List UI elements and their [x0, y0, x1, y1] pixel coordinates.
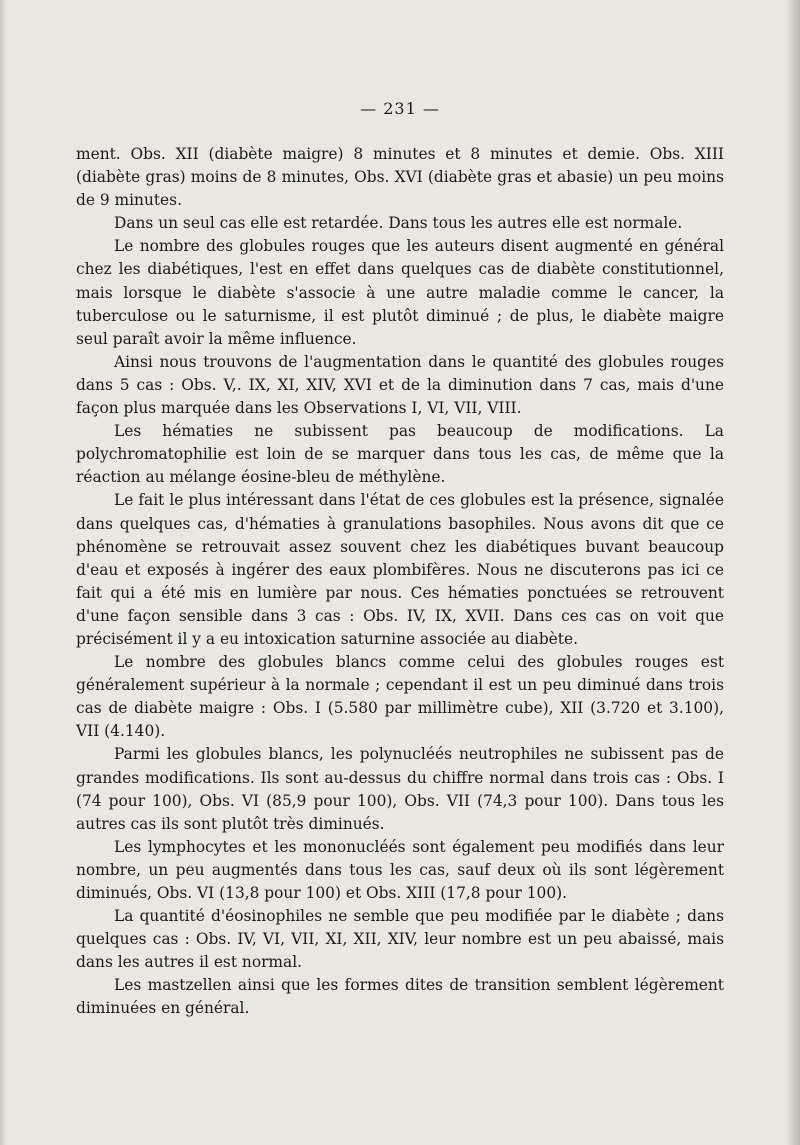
scan-edge-right [786, 0, 800, 1145]
paragraph-9: Les lymphocytes et les mononucléés sont également peu modifiés dans leur nombre, un peu augmentés dans tous les cas, sauf deux où ils sont légèrement diminués, Obs. VI (13,8 pour 100) et Obs. XIII (17,8 pour 100). [76, 837, 724, 902]
scan-edge-left [0, 0, 6, 1145]
paragraph-4: Ainsi nous trouvons de l'augmentation dans le quantité des globules rouges dans 5 cas : Obs. V,. IX, XI, XIV, XVI et de la diminution dans 7 cas, mais d'une façon plus marquée dans les Observations I, VI, VII, VIII. [76, 352, 724, 418]
paragraph-10: La quantité d'éosinophiles ne semble que peu modifiée par le diabète ; dans quelques cas : Obs. IV, VI, VII, XI, XII, XIV, leur nombre est un peu abaissé, mais dans les autres il est normal. [76, 907, 724, 972]
paragraph-11: Les mastzellen ainsi que les formes dites de transition semblent légèrement diminuées en général. [76, 976, 724, 1018]
paragraph-1: ment. Obs. XII (diabète maigre) 8 minutes et 8 minutes et demie. Obs. XIII (diabète gras) moins de 8 minutes, Obs. XVI (diabète gras et abasie) un peu moins de 9 minutes. [76, 145, 724, 210]
page-number: — 231 — [360, 99, 440, 118]
paragraph-6: Le fait le plus intéressant dans l'état de ces globules est la présence, signalée dans quelques cas, d'hématies à granulations basophiles. Nous avons dit que ce phénomène se retrouvait assez souvent chez les diabétiques buvant beaucoup d'eau et exposés à ingérer des eaux plombifères. Nous ne discuterons pas ici ce fait qui a été mis en lumière par nous. Ces hématies ponctuées se retrouvent d'une façon sensible dans 3 cas : Obs. IV, IX, XVII. Dans ces cas on voit que précisément il y a eu intoxication saturnine associée au diabète. [76, 491, 724, 648]
paragraph-2: Dans un seul cas elle est retardée. Dans tous les autres elle est normale. [114, 214, 683, 233]
paragraph-5: Les hématies ne subissent pas beaucoup de modifications. La polychromatophilie est loin de se marquer dans tous les cas, de même que la réaction au mélange éosine-bleu de méthylène. [76, 422, 724, 487]
text-body [76, 143, 724, 1021]
paragraph-7: Le nombre des globules blancs comme celui des globules rouges est généralement supérieur à la normale ; cependant il est un peu diminué dans trois cas de diabète maigre : Obs. I (5.580 par millimètre cube), XII (3.720 et 3.100), VII (4.140). [76, 653, 724, 741]
paragraph-8: Parmi les globules blancs, les polynucléés neutrophiles ne subissent pas de grandes modifications. Ils sont au-dessus du chiffre normal dans trois cas : Obs. I (74 pour 100), Obs. VI (85,9 pour 100), Obs. VII (74,3 pour 100). Dans tous les autres cas ils sont plutôt très diminués. [76, 745, 724, 833]
paragraph-3: Le nombre des globules rouges que les auteurs disent augmenté en général chez les diabétiques, l'est en effet dans quelques cas de diabète constitutionnel, mais lorsque le diabète s'associe à une autre maladie comme le cancer, la tuberculose ou le saturnisme, il est plutôt diminué ; de plus, le diabète maigre seul paraît avoir la même influence. [76, 237, 724, 348]
